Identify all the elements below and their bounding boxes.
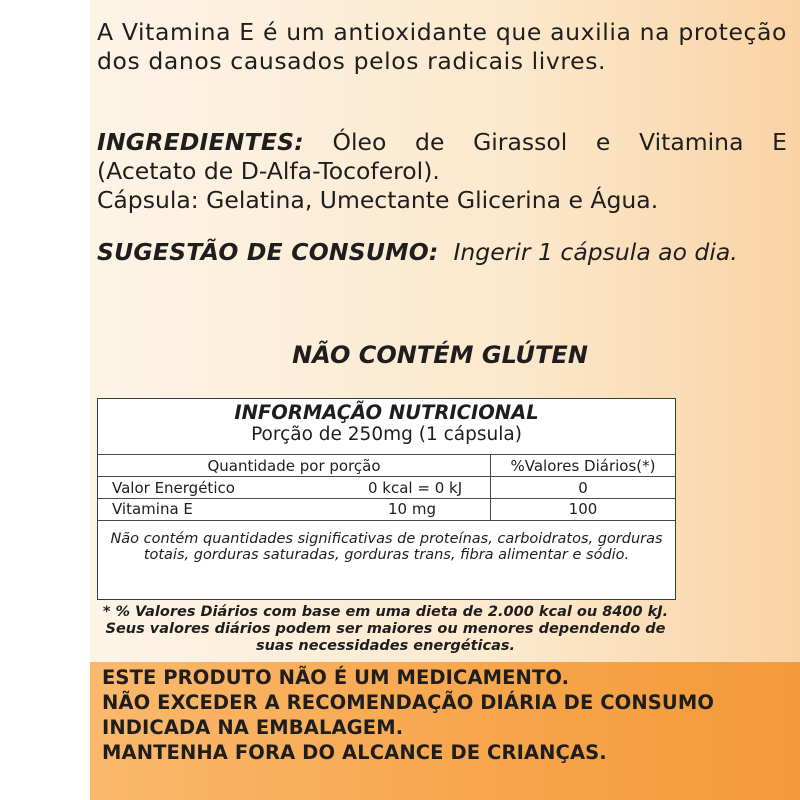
table-divider xyxy=(98,476,675,477)
warning-text xyxy=(102,665,782,765)
row-energy-amount: 0 kcal = 0 kJ xyxy=(368,479,463,497)
nutrition-note: Não contém quantidades significativas de proteínas, carboidratos, gorduras totais, gorduras saturadas, gorduras trans, fibra alimentar e sódio. xyxy=(110,531,663,563)
row-vitamin-e-daily: 100 xyxy=(568,500,598,518)
warning-line-1: ESTE PRODUTO NÃO É UM MEDICAMENTO. xyxy=(102,666,570,689)
header-quantity: Quantidade por porção xyxy=(207,457,381,475)
warning-line-3: INDICADA NA EMBALAGEM. xyxy=(102,716,404,739)
table-divider xyxy=(98,454,675,455)
ingredients-line-3: Cápsula: Gelatina, Umectante Glicerina e Água. xyxy=(97,186,659,214)
row-energy-name: Valor Energético xyxy=(112,479,235,497)
ingredients-label: INGREDIENTES: xyxy=(97,128,304,156)
row-energy-daily: 0 xyxy=(578,479,588,497)
nutrition-portion: Porção de 250mg (1 cápsula) xyxy=(251,424,522,445)
nutrition-title: INFORMAÇÃO NUTRICIONAL xyxy=(234,401,539,424)
ingredients-line-1 xyxy=(97,128,787,157)
table-divider xyxy=(98,498,675,499)
label-panel xyxy=(90,0,800,800)
suggestion-label: SUGESTÃO DE CONSUMO: xyxy=(97,238,439,266)
intro-text: A Vitamina E é um antioxidante que auxilia na proteção dos danos causados pelos radicais livres. xyxy=(97,18,787,75)
ingredients-line-2: (Acetato de D-Alfa-Tocoferol). xyxy=(97,157,440,185)
warning-line-4: MANTENHA FORA DO ALCANCE DE CRIANÇAS. xyxy=(102,741,607,764)
daily-values-footnote: * % Valores Diários com base em uma dieta de 2.000 kcal ou 8400 kJ. Seus valores diários podem ser maiores ou menores dependendo de suas necessidades energéticas. xyxy=(102,604,669,654)
warning-line-2: NÃO EXCEDER A RECOMENDAÇÃO DIÁRIA DE CONSUMO xyxy=(102,691,715,714)
suggestion-text: Ingerir 1 cápsula ao dia. xyxy=(453,238,738,266)
row-vitamin-e-amount: 10 mg xyxy=(388,500,436,518)
ingredients-section xyxy=(97,128,787,215)
table-divider xyxy=(98,520,675,521)
gluten-free-text: NÃO CONTÉM GLÚTEN xyxy=(292,341,588,369)
nutrition-table xyxy=(97,398,676,600)
row-vitamin-e-name: Vitamina E xyxy=(112,500,193,518)
suggestion-section xyxy=(97,238,787,267)
header-daily-values: %Valores Diários(*) xyxy=(510,457,656,475)
ingredients-text-1: Óleo de Girassol e Vitamina E xyxy=(332,128,787,156)
gluten-free-heading xyxy=(90,341,610,369)
